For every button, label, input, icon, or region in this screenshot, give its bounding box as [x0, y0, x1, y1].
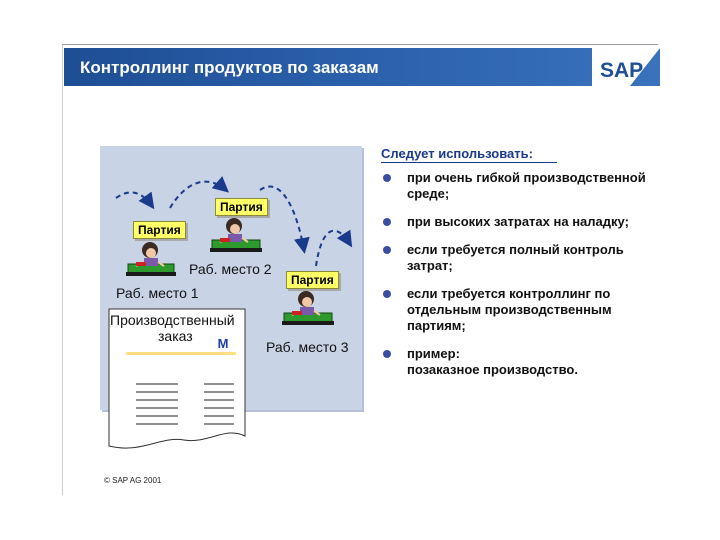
top-rule: [62, 44, 658, 45]
batch-badge-1: Партия: [133, 221, 186, 239]
arrow-out-station-3: [316, 231, 350, 266]
usage-item-text: при очень гибкой производственной среде;: [407, 170, 646, 201]
bullet-icon: [383, 290, 391, 298]
usage-item: [381, 170, 661, 202]
worker-icon-1: [124, 238, 178, 282]
worker-icon-2: [208, 214, 264, 258]
usage-item: [381, 346, 661, 378]
left-rule: [62, 45, 63, 495]
slide-header: [64, 48, 660, 86]
usage-item: [381, 214, 661, 230]
slide-title: Контроллинг продуктов по заказам: [80, 58, 379, 77]
usage-item: [381, 242, 661, 274]
bullet-icon: [383, 218, 391, 226]
batch-badge-3: Партия: [286, 271, 339, 289]
copyright-text: © SAP AG 2001: [104, 476, 162, 485]
bullet-icon: [383, 350, 391, 358]
material-badge: M: [214, 336, 232, 355]
arrow-into-station-1: [116, 192, 152, 206]
usage-item: [381, 286, 661, 334]
usage-heading-underline: [381, 162, 557, 163]
station-label-2: Раб. место 2: [189, 261, 272, 277]
usage-list: [381, 170, 661, 390]
bullet-icon: [383, 246, 391, 254]
arrow-station-2-to-3: [260, 187, 304, 250]
station-label-1: Раб. место 1: [116, 285, 199, 301]
document-subtitle: заказ: [158, 328, 193, 344]
document-title: Производственный: [110, 312, 235, 328]
sap-logo-text: SAP: [600, 59, 644, 82]
usage-item-text: если требуется контроллинг по отдельным производственным партиям;: [407, 286, 612, 333]
bullet-icon: [383, 174, 391, 182]
production-order-document: [108, 308, 246, 452]
usage-item-text: при высоких затратах на наладку;: [407, 214, 629, 229]
usage-item-text: пример: позаказное производство.: [407, 346, 578, 377]
document-highlight-line: [126, 352, 236, 355]
sap-logo: [564, 48, 660, 86]
worker-icon-3: [280, 287, 336, 331]
station-label-3: Раб. место 3: [266, 339, 349, 355]
usage-item-text: если требуется полный контроль затрат;: [407, 242, 624, 273]
batch-badge-2: Партия: [215, 198, 268, 216]
usage-heading: Следует использовать:: [381, 146, 533, 161]
